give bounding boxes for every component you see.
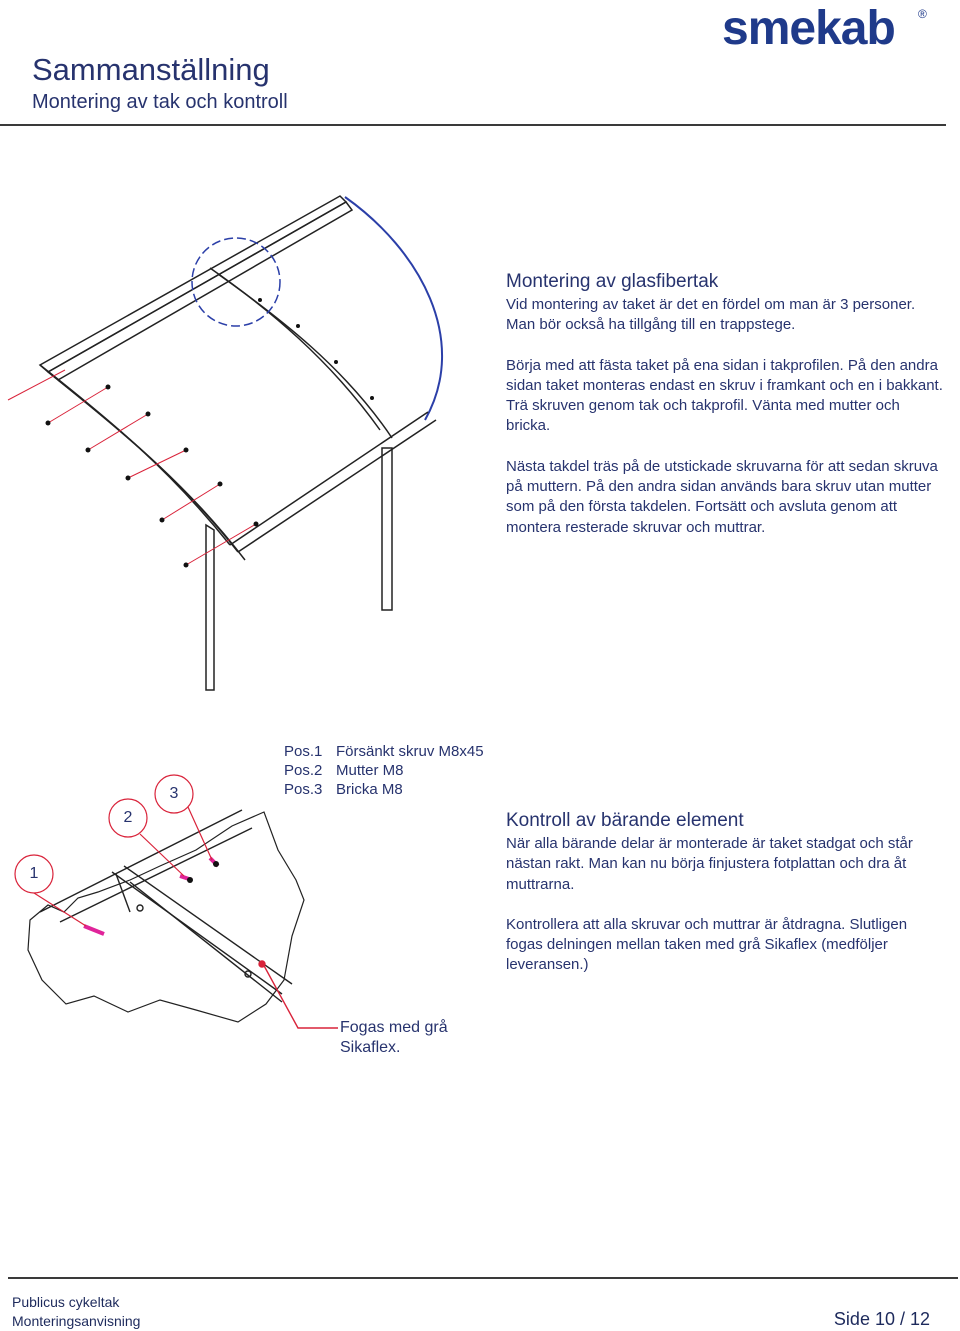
position-row <box>284 780 484 799</box>
section-glasfibertak <box>506 271 946 558</box>
callout-number-2: 2 <box>123 809 133 826</box>
sealant-note-line: Sikaflex. <box>340 1039 401 1056</box>
front-curve <box>40 365 230 545</box>
brand-wordmark: smekab <box>722 4 895 50</box>
footer-doc-type: Monteringsanvisning <box>12 1313 141 1329</box>
roof-outer-curve <box>345 197 442 420</box>
paragraph: Nästa takdel träs på de utstickade skruvarna för att sedan skruva på muttern. På den andra sidan används bara skruv utan mutter som på den första takdelen. Fortsätt och avsluta genom att montera resterade skruvar och muttrar. <box>506 457 938 536</box>
roof-bolts <box>8 370 256 565</box>
footer-info <box>12 1293 140 1331</box>
paragraph: Kontrollera att alla skruvar och muttrar är åtdragna. Slutligen fogas delningen mellan taken med grå Sikaflex (medföljer leveransen.) <box>506 915 908 974</box>
footer-divider <box>8 1277 958 1279</box>
position-value: Mutter M8 <box>336 762 404 779</box>
position-key: Pos.2 <box>284 762 323 779</box>
paragraph: Börja med att fästa taket på ena sidan i takprofilen. På den andra sidan taket monteras endast en skruv i framkant och en i bakkant. Trä skruven genom tak och takprofil. Vänta med mutter och bricka. <box>506 356 943 435</box>
section-kontroll <box>506 810 946 996</box>
position-value: Bricka M8 <box>336 781 403 798</box>
position-key: Pos.1 <box>284 743 323 760</box>
registered-mark: ® <box>918 7 927 21</box>
section-heading: Montering av glasfibertak <box>506 271 719 292</box>
positions-list <box>284 742 484 799</box>
position-value: Försänkt skruv M8x45 <box>336 743 484 760</box>
page-number: Side 10 / 12 <box>833 1309 930 1329</box>
paragraph: Vid montering av taket är det en fördel om man är 3 personer. Man bör också ha tillgång till en trappstege. <box>506 296 916 334</box>
paragraph: När alla bärande delar är monterade är taket stadgat och står nästan rakt. Man kan nu börja finjustera fotplattan och dra åt muttrarna. <box>506 835 913 893</box>
sealant-note-line: Fogas med grå <box>340 1019 448 1036</box>
footer-product: Publicus cykeltak <box>12 1294 120 1310</box>
section-heading: Kontroll av bärande element <box>506 810 744 831</box>
top-rail <box>40 196 346 372</box>
callout-number-3: 3 <box>169 785 179 802</box>
position-row <box>284 742 484 761</box>
post-right <box>382 448 392 610</box>
page-title: Sammanställning <box>32 52 270 87</box>
position-key: Pos.3 <box>284 781 323 798</box>
position-row <box>284 761 484 780</box>
sealant-note <box>340 1018 448 1058</box>
page-subtitle: Montering av tak och kontroll <box>32 91 288 113</box>
sealant-leader <box>259 961 338 1028</box>
callout-number-1: 1 <box>29 865 39 882</box>
